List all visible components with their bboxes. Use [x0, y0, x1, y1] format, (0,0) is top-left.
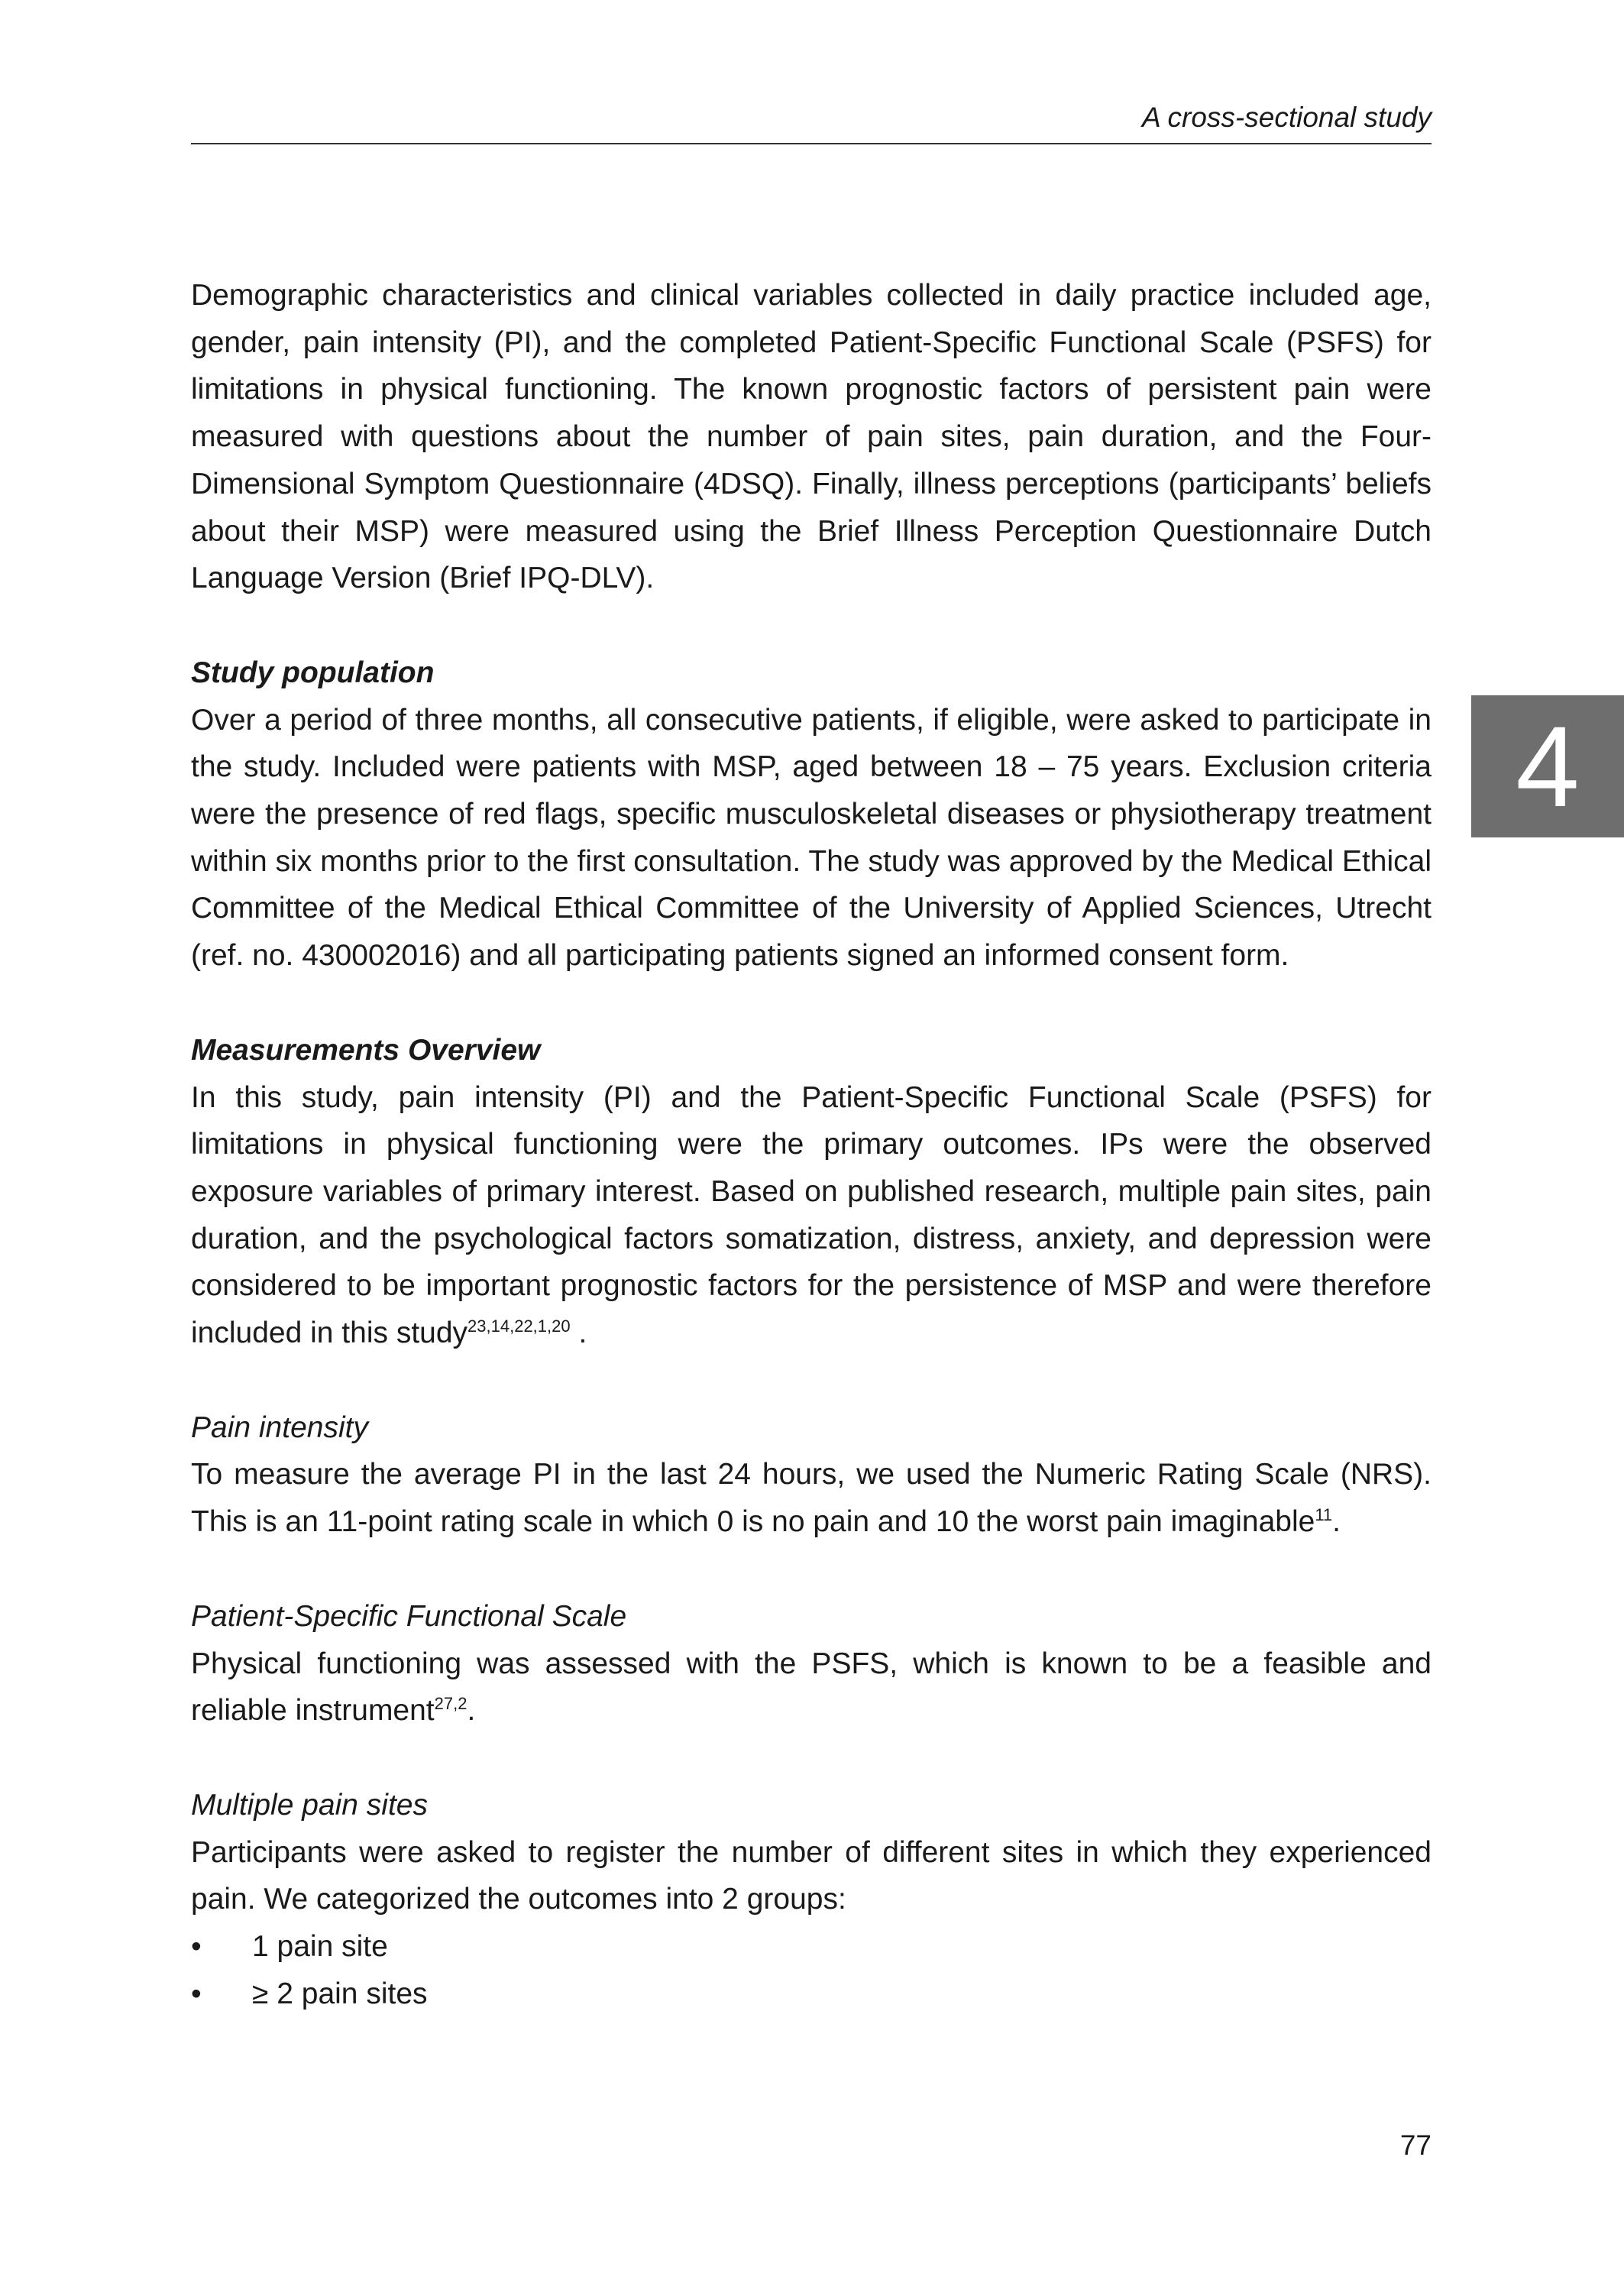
list-item	[191, 1971, 1432, 2018]
psfs-text: Physical functioning was assessed with the PSFS, which is known to be a feasible and reliable instrument	[191, 1647, 1432, 1728]
multiple-pain-sites-paragraph: Participants were asked to register the number of different sites in which they experienced pain. We categorized the outcomes into 2 groups:	[191, 1835, 1432, 1916]
measurements-end: .	[570, 1317, 587, 1350]
psfs-end: .	[467, 1694, 476, 1728]
list-item-text: ≥ 2 pain sites	[252, 1977, 428, 2010]
pain-intensity-heading: Pain intensity	[191, 1410, 368, 1444]
pain-intensity-refs: 11	[1315, 1505, 1333, 1525]
header-rule	[191, 143, 1432, 144]
psfs-paragraph	[191, 1640, 1432, 1734]
bullet-dot: •	[191, 1930, 202, 1964]
study-population-heading: Study population	[191, 656, 435, 689]
psfs-heading: Patient-Specific Functional Scale	[191, 1599, 627, 1633]
pain-intensity-text: To measure the average PI in the last 24 hours, we used the Numeric Rating Scale (NRS). This is an 11-point rating scale in which 0 is no pain and 10 the worst pain imaginable	[191, 1458, 1432, 1539]
measurements-paragraph	[191, 1074, 1432, 1357]
pain-intensity-paragraph	[191, 1451, 1432, 1545]
intro-paragraph: Demographic characteristics and clinical variables collected in daily practice included age, gender, pain intensity (PI), and the completed Patient-Specific Functional Scale (PSFS) for limitations in physical functioning. The known prognostic factors of persistent pain were measured with questions about the number of pain sites, pain duration, and the Four-Dimensional Symptom Questionnaire (4DSQ). Finally, illness perceptions (participants’ beliefs about their MSP) were measured using the Brief Illness Perception Questionnaire Dutch Language Version (Brief IPQ-DLV).	[191, 279, 1432, 595]
page-number: 77	[1399, 2129, 1432, 2161]
running-head: A cross-sectional study	[1141, 102, 1432, 133]
body-text	[191, 272, 1432, 2018]
pain-intensity-end: .	[1332, 1505, 1341, 1539]
multiple-pain-sites-heading: Multiple pain sites	[191, 1788, 428, 1822]
measurements-refs: 23,14,22,1,20	[467, 1317, 571, 1336]
measurements-text: In this study, pain intensity (PI) and the Patient-Specific Functional Scale (PSFS) for limitations in physical functioning were the primary outcomes. IPs were the observed exposure variables of primary interest. Based on published research, multiple pain sites, pain duration, and the psychological factors somatization, distress, anxiety, and depression were considered to be important prognostic factors for the persistence of MSP and were therefore included in this study	[191, 1080, 1432, 1350]
measurements-heading: Measurements Overview	[191, 1033, 541, 1067]
bullet-dot: •	[191, 1977, 202, 2010]
pain-sites-list	[191, 1923, 1432, 2017]
psfs-refs: 27,2	[434, 1694, 467, 1714]
study-population-paragraph: Over a period of three months, all consecutive patients, if eligible, were asked to participate in the study. Included were patients with MSP, aged between 18 – 75 years. Exclusion criteria were the presence of red flags, specific musculoskeletal diseases or physiotherapy treatment within six months prior to the first consultation. The study was approved by the Medical Ethical Committee of the Medical Ethical Committee of the University of Applied Sciences, Utrecht (ref. no. 430002016) and all participating patients signed an informed consent form.	[191, 703, 1432, 973]
chapter-tab: 4	[1471, 695, 1624, 837]
list-item-text: 1 pain site	[252, 1930, 388, 1964]
list-item	[191, 1923, 1432, 1971]
